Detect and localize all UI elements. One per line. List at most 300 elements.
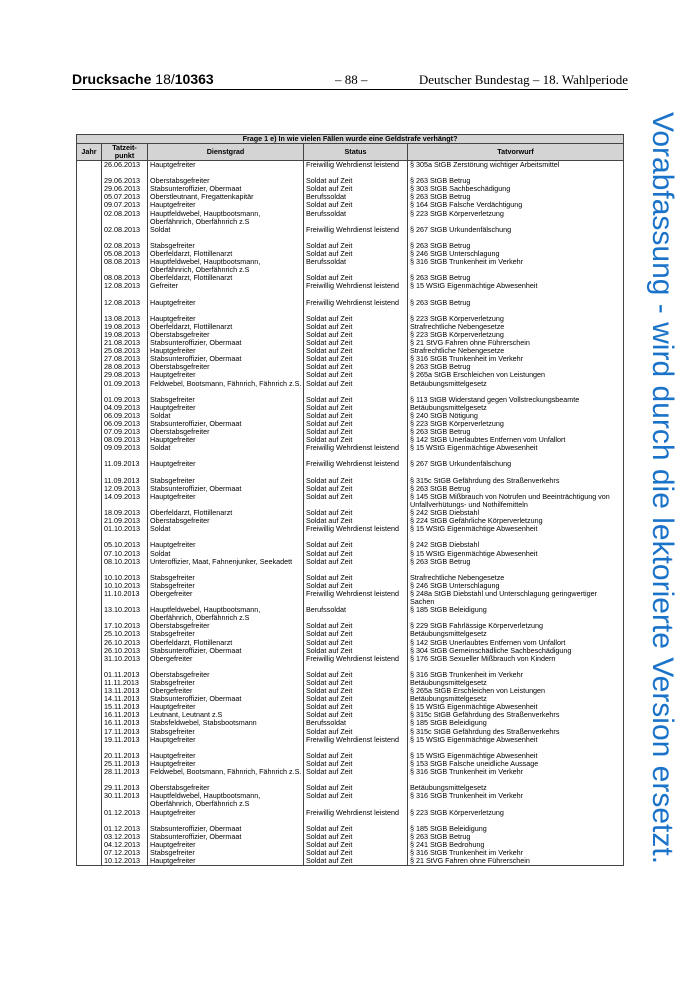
table-row xyxy=(77,404,624,412)
table-row xyxy=(77,493,624,509)
year-cell xyxy=(77,525,102,541)
status-cell: Soldat auf Zeit xyxy=(304,355,408,363)
col-header-rank: Dienstgrad xyxy=(148,144,304,161)
table-row xyxy=(77,679,624,687)
year-cell xyxy=(77,477,102,485)
date-cell: 10.10.2013 xyxy=(102,582,148,590)
rank-cell: Stabsgefreiter xyxy=(148,630,304,638)
status-cell: Freiwillig Wehrdienst leistend xyxy=(304,525,408,541)
rank-cell: Soldat xyxy=(148,226,304,242)
date-cell: 10.10.2013 xyxy=(102,574,148,582)
table-row xyxy=(77,250,624,258)
offense-cell: § 315c StGB Gefährdung des Straßenverkehrs xyxy=(408,477,624,485)
year-cell xyxy=(77,833,102,841)
rank-cell: Hauptgefreiter xyxy=(148,460,304,476)
table-row xyxy=(77,509,624,517)
offense-cell: § 223 StGB Körperverletzung xyxy=(408,315,624,323)
date-cell: 16.11.2013 xyxy=(102,719,148,727)
year-cell xyxy=(77,711,102,719)
year-cell xyxy=(77,517,102,525)
rank-cell: Oberfeldarzt, Flottillenarzt xyxy=(148,250,304,258)
date-cell: 03.12.2013 xyxy=(102,833,148,841)
date-cell: 29.06.2013 xyxy=(102,177,148,185)
rank-cell: Oberfeldarzt, Flottillenarzt xyxy=(148,323,304,331)
rank-cell: Stabsgefreiter xyxy=(148,574,304,582)
table-row xyxy=(77,177,624,185)
year-cell xyxy=(77,655,102,671)
status-cell: Freiwillig Wehrdienst leistend xyxy=(304,444,408,460)
offense-cell: § 145 StGB Mißbrauch von Notrufen und Beeinträchtigung von Unfallverhütungs- und Nothilfemitteln xyxy=(408,493,624,509)
parliament-period: Deutscher Bundestag – 18. Wahlperiode xyxy=(418,72,628,87)
year-cell xyxy=(77,841,102,849)
rank-cell: Hauptgefreiter xyxy=(148,299,304,315)
year-cell xyxy=(77,671,102,679)
status-cell: Soldat auf Zeit xyxy=(304,841,408,849)
status-cell: Soldat auf Zeit xyxy=(304,582,408,590)
table-row xyxy=(77,703,624,711)
rank-cell: Obergefreiter xyxy=(148,590,304,606)
status-cell: Soldat auf Zeit xyxy=(304,857,408,866)
rank-cell: Feldwebel, Bootsmann, Fähnrich, Fähnrich z.S. xyxy=(148,380,304,396)
rank-cell: Oberstabsgefreiter xyxy=(148,784,304,792)
document-number xyxy=(72,71,214,87)
year-cell xyxy=(77,550,102,558)
table-row xyxy=(77,436,624,444)
table-row xyxy=(77,752,624,760)
year-cell xyxy=(77,768,102,784)
rank-cell: Oberstabsgefreiter xyxy=(148,428,304,436)
table-row xyxy=(77,582,624,590)
year-cell xyxy=(77,485,102,493)
status-cell: Soldat auf Zeit xyxy=(304,436,408,444)
year-cell xyxy=(77,444,102,460)
rank-cell: Stabsgefreiter xyxy=(148,679,304,687)
offense-cell: § 316 StGB Trunkenheit im Verkehr xyxy=(408,849,624,857)
table-row xyxy=(77,347,624,355)
offense-cell: § 240 StGB Nötigung xyxy=(408,412,624,420)
table-row xyxy=(77,671,624,679)
table-row xyxy=(77,525,624,541)
offense-cell: § 15 WStG Eigenmächtige Abwesenheit xyxy=(408,525,624,541)
date-cell: 08.08.2013 xyxy=(102,274,148,282)
date-cell: 30.11.2013 xyxy=(102,792,148,808)
status-cell: Soldat auf Zeit xyxy=(304,622,408,630)
offense-cell: § 223 StGB Körperverletzung xyxy=(408,210,624,226)
status-cell: Freiwillig Wehrdienst leistend xyxy=(304,460,408,476)
table-row xyxy=(77,323,624,331)
offense-cell: § 15 WStG Eigenmächtige Abwesenheit xyxy=(408,736,624,752)
rank-cell: Hauptgefreiter xyxy=(148,201,304,209)
table-row xyxy=(77,784,624,792)
offense-cell: § 153 StGB Falsche uneidliche Aussage xyxy=(408,760,624,768)
year-cell xyxy=(77,760,102,768)
offense-cell: § 304 StGB Gemeinschädliche Sachbeschädigung xyxy=(408,647,624,655)
rank-cell: Oberstleutnant, Fregattenkapitär xyxy=(148,193,304,201)
status-cell: Freiwillig Wehrdienst leistend xyxy=(304,736,408,752)
header-rule xyxy=(72,89,628,90)
offense-cell: § 265a StGB Erschleichen von Leistungen xyxy=(408,687,624,695)
table-row xyxy=(77,193,624,201)
rank-cell: Hauptgefreiter xyxy=(148,752,304,760)
rank-cell: Feldwebel, Bootsmann, Fähnrich, Fähnrich z.S. xyxy=(148,768,304,784)
status-cell: Soldat auf Zeit xyxy=(304,396,408,404)
date-cell: 21.09.2013 xyxy=(102,517,148,525)
offense-cell: § 15 WStG Eigenmächtige Abwesenheit xyxy=(408,703,624,711)
offense-cell: § 263 StGB Betrug xyxy=(408,299,624,315)
table-row xyxy=(77,833,624,841)
table-row xyxy=(77,396,624,404)
offense-cell: § 316 StGB Trunkenheit im Verkehr xyxy=(408,792,624,808)
offense-cell: Betäubungsmittelgesetz xyxy=(408,695,624,703)
table-row xyxy=(77,517,624,525)
offense-cell: § 185 StGB Beleidigung xyxy=(408,606,624,622)
date-cell: 12.08.2013 xyxy=(102,299,148,315)
rank-cell: Stabsunteroffizier, Obermaat xyxy=(148,647,304,655)
rank-cell: Hauptfeldwebel, Hauptbootsmann, Oberfähnrich, Oberfähnrich z.S xyxy=(148,792,304,808)
date-cell: 05.07.2013 xyxy=(102,193,148,201)
rank-cell: Hauptgefreiter xyxy=(148,736,304,752)
offense-cell: Strafrechtliche Nebengesetze xyxy=(408,347,624,355)
date-cell: 29.11.2013 xyxy=(102,784,148,792)
date-cell: 11.10.2013 xyxy=(102,590,148,606)
offense-cell: § 248a StGB Diebstahl und Unterschlagung geringwertiger Sachen xyxy=(408,590,624,606)
table-row xyxy=(77,849,624,857)
date-cell: 11.11.2013 xyxy=(102,679,148,687)
status-cell: Soldat auf Zeit xyxy=(304,687,408,695)
date-cell: 19.11.2013 xyxy=(102,736,148,752)
offense-cell: § 15 WStG Eigenmächtige Abwesenheit xyxy=(408,282,624,298)
year-cell xyxy=(77,679,102,687)
rank-cell: Oberstabsgefreiter xyxy=(148,363,304,371)
rank-cell: Stabsunteroffizier, Obermaat xyxy=(148,833,304,841)
status-cell: Freiwillig Wehrdienst leistend xyxy=(304,282,408,298)
status-cell: Soldat auf Zeit xyxy=(304,493,408,509)
year-cell xyxy=(77,363,102,371)
year-cell xyxy=(77,590,102,606)
date-cell: 26.06.2013 xyxy=(102,161,148,178)
offense-cell: § 223 StGB Körperverletzung xyxy=(408,331,624,339)
status-cell: Soldat auf Zeit xyxy=(304,671,408,679)
year-cell xyxy=(77,809,102,825)
date-cell: 29.08.2013 xyxy=(102,371,148,379)
date-cell: 25.08.2013 xyxy=(102,347,148,355)
status-cell: Soldat auf Zeit xyxy=(304,825,408,833)
offense-cell: § 246 StGB Unterschlagung xyxy=(408,582,624,590)
date-cell: 17.10.2013 xyxy=(102,622,148,630)
year-cell xyxy=(77,752,102,760)
status-cell: Soldat auf Zeit xyxy=(304,485,408,493)
rank-cell: Stabsunteroffizier, Obermaat xyxy=(148,185,304,193)
rank-cell: Stabsfeldwebel, Stabsbootsmann xyxy=(148,719,304,727)
status-cell: Freiwillig Wehrdienst leistend xyxy=(304,809,408,825)
status-cell: Soldat auf Zeit xyxy=(304,347,408,355)
status-cell: Soldat auf Zeit xyxy=(304,728,408,736)
rank-cell: Oberfeldarzt, Flottillenarzt xyxy=(148,274,304,282)
offense-cell: § 303 StGB Sachbeschädigung xyxy=(408,185,624,193)
date-cell: 12.09.2013 xyxy=(102,485,148,493)
offense-cell: § 113 StGB Widerstand gegen Vollstreckungsbeamte xyxy=(408,396,624,404)
status-cell: Soldat auf Zeit xyxy=(304,679,408,687)
status-cell: Freiwillig Wehrdienst leistend xyxy=(304,655,408,671)
status-cell: Soldat auf Zeit xyxy=(304,509,408,517)
status-cell: Berufssoldat xyxy=(304,210,408,226)
rank-cell: Soldat xyxy=(148,550,304,558)
date-cell: 20.11.2013 xyxy=(102,752,148,760)
status-cell: Soldat auf Zeit xyxy=(304,412,408,420)
year-cell xyxy=(77,177,102,185)
table-row xyxy=(77,857,624,866)
year-cell xyxy=(77,695,102,703)
year-cell xyxy=(77,728,102,736)
table-row xyxy=(77,282,624,298)
table-row xyxy=(77,647,624,655)
table-row xyxy=(77,460,624,476)
year-cell xyxy=(77,201,102,209)
offense-cell: § 223 StGB Körperverletzung xyxy=(408,809,624,825)
rank-cell: Stabsgefreiter xyxy=(148,728,304,736)
status-cell: Soldat auf Zeit xyxy=(304,630,408,638)
date-cell: 08.08.2013 xyxy=(102,258,148,274)
year-cell xyxy=(77,849,102,857)
offense-cell: § 15 WStG Eigenmächtige Abwesenheit xyxy=(408,752,624,760)
date-cell: 13.11.2013 xyxy=(102,687,148,695)
date-cell: 02.08.2013 xyxy=(102,210,148,226)
col-header-offense: Tatvorwurf xyxy=(408,144,624,161)
table-row xyxy=(77,363,624,371)
status-cell: Soldat auf Zeit xyxy=(304,477,408,485)
status-cell: Soldat auf Zeit xyxy=(304,517,408,525)
offense-cell: Betäubungsmittelgesetz xyxy=(408,679,624,687)
rank-cell: Oberstabsgefreiter xyxy=(148,517,304,525)
rank-cell: Stabsunteroffizier, Obermaat xyxy=(148,485,304,493)
offense-cell: § 316 StGB Trunkenheit im Verkehr xyxy=(408,355,624,363)
table-row xyxy=(77,210,624,226)
table-row xyxy=(77,736,624,752)
offense-cell: Betäubungsmittelgesetz xyxy=(408,380,624,396)
date-cell: 14.11.2013 xyxy=(102,695,148,703)
rank-cell: Hauptgefreiter xyxy=(148,541,304,549)
year-cell xyxy=(77,347,102,355)
table-row xyxy=(77,590,624,606)
offense-cell: § 305a StGB Zerstörung wichtiger Arbeitsmittel xyxy=(408,161,624,178)
status-cell: Soldat auf Zeit xyxy=(304,558,408,574)
date-cell: 27.08.2013 xyxy=(102,355,148,363)
table-row xyxy=(77,477,624,485)
rank-cell: Stabsunteroffizier, Obermaat xyxy=(148,825,304,833)
rank-cell: Soldat xyxy=(148,525,304,541)
status-cell: Soldat auf Zeit xyxy=(304,752,408,760)
year-cell xyxy=(77,582,102,590)
table-row xyxy=(77,728,624,736)
table-row xyxy=(77,444,624,460)
status-cell: Soldat auf Zeit xyxy=(304,428,408,436)
rank-cell: Stabsunteroffizier, Obermaat xyxy=(148,695,304,703)
table-row xyxy=(77,428,624,436)
table-caption: Frage 1 e) In wie vielen Fällen wurde eine Geldstrafe verhängt? xyxy=(77,135,624,144)
table-row xyxy=(77,242,624,250)
table-row xyxy=(77,299,624,315)
date-cell: 02.08.2013 xyxy=(102,226,148,242)
date-cell: 01.09.2013 xyxy=(102,380,148,396)
year-cell xyxy=(77,606,102,622)
offense-cell: § 15 WStG Eigenmächtige Abwesenheit xyxy=(408,444,624,460)
date-cell: 31.10.2013 xyxy=(102,655,148,671)
date-cell: 18.09.2013 xyxy=(102,509,148,517)
rank-cell: Stabsgefreiter xyxy=(148,396,304,404)
rank-cell: Hauptgefreiter xyxy=(148,371,304,379)
status-cell: Soldat auf Zeit xyxy=(304,177,408,185)
table-row xyxy=(77,201,624,209)
status-cell: Soldat auf Zeit xyxy=(304,363,408,371)
status-cell: Soldat auf Zeit xyxy=(304,639,408,647)
date-cell: 01.11.2013 xyxy=(102,671,148,679)
status-cell: Soldat auf Zeit xyxy=(304,339,408,347)
offense-cell: § 265a StGB Erschleichen von Leistungen xyxy=(408,371,624,379)
offense-cell: § 176 StGB Sexueller Mißbrauch von Kindern xyxy=(408,655,624,671)
status-cell: Soldat auf Zeit xyxy=(304,784,408,792)
date-cell: 19.08.2013 xyxy=(102,323,148,331)
year-cell xyxy=(77,558,102,574)
status-cell: Freiwillig Wehrdienst leistend xyxy=(304,590,408,606)
rank-cell: Hauptfeldwebel, Hauptbootsmann, Oberfähnrich, Oberfähnrich z.S xyxy=(148,210,304,226)
status-cell: Berufssoldat xyxy=(304,606,408,622)
rank-cell: Obergefreiter xyxy=(148,655,304,671)
year-cell xyxy=(77,323,102,331)
status-cell: Soldat auf Zeit xyxy=(304,574,408,582)
date-cell: 01.09.2013 xyxy=(102,396,148,404)
rank-cell: Soldat xyxy=(148,412,304,420)
date-cell: 08.10.2013 xyxy=(102,558,148,574)
date-cell: 26.10.2013 xyxy=(102,647,148,655)
table-row xyxy=(77,695,624,703)
offense-cell: § 229 StGB Fahrlässige Körperverletzung xyxy=(408,622,624,630)
status-cell: Soldat auf Zeit xyxy=(304,849,408,857)
status-cell: Berufssoldat xyxy=(304,193,408,201)
status-cell: Soldat auf Zeit xyxy=(304,315,408,323)
rank-cell: Stabsgefreiter xyxy=(148,849,304,857)
rank-cell: Oberfeldarzt, Flottillenarzt xyxy=(148,509,304,517)
date-cell: 07.12.2013 xyxy=(102,849,148,857)
date-cell: 08.09.2013 xyxy=(102,436,148,444)
year-cell xyxy=(77,339,102,347)
watermark-text: Vorabfassung - wird durch die lektorierte Version ersetzt. xyxy=(646,112,679,865)
date-cell: 21.08.2013 xyxy=(102,339,148,347)
rank-cell: Gefreiter xyxy=(148,282,304,298)
status-cell: Soldat auf Zeit xyxy=(304,420,408,428)
year-cell xyxy=(77,784,102,792)
year-cell xyxy=(77,460,102,476)
year-cell xyxy=(77,185,102,193)
status-cell: Freiwillig Wehrdienst leistend xyxy=(304,299,408,315)
table-row xyxy=(77,226,624,242)
table-row xyxy=(77,315,624,323)
status-cell: Berufssoldat xyxy=(304,258,408,274)
offense-cell: § 224 StGB Gefährliche Körperverletzung xyxy=(408,517,624,525)
col-header-year: Jahr xyxy=(77,144,102,161)
date-cell: 06.09.2013 xyxy=(102,412,148,420)
offense-cell: § 316 StGB Trunkenheit im Verkehr xyxy=(408,768,624,784)
status-cell: Soldat auf Zeit xyxy=(304,833,408,841)
offense-cell: § 263 StGB Betrug xyxy=(408,363,624,371)
table-row xyxy=(77,760,624,768)
offense-cell: § 263 StGB Betrug xyxy=(408,242,624,250)
status-cell: Soldat auf Zeit xyxy=(304,550,408,558)
offense-cell: § 242 StGB Diebstahl xyxy=(408,541,624,549)
date-cell: 05.08.2013 xyxy=(102,250,148,258)
page-number: – 88 – xyxy=(335,72,368,87)
status-cell: Soldat auf Zeit xyxy=(304,703,408,711)
rank-cell: Hauptgefreiter xyxy=(148,347,304,355)
table-row xyxy=(77,541,624,549)
table-row xyxy=(77,185,624,193)
table-row xyxy=(77,574,624,582)
rank-cell: Hauptgefreiter xyxy=(148,404,304,412)
offense-cell: § 263 StGB Betrug xyxy=(408,274,624,282)
status-cell: Soldat auf Zeit xyxy=(304,201,408,209)
offense-cell: § 267 StGB Urkundenfälschung xyxy=(408,460,624,476)
rank-cell: Hauptfeldwebel, Hauptbootsmann, Oberfähnrich, Oberfähnrich z.S xyxy=(148,258,304,274)
table-row xyxy=(77,161,624,178)
table-row xyxy=(77,339,624,347)
date-cell: 09.07.2013 xyxy=(102,201,148,209)
rank-cell: Stabsgefreiter xyxy=(148,582,304,590)
date-cell: 10.12.2013 xyxy=(102,857,148,866)
table-row xyxy=(77,809,624,825)
year-cell xyxy=(77,420,102,428)
table-row xyxy=(77,639,624,647)
year-cell xyxy=(77,412,102,420)
offense-cell: § 142 StGB Unerlaubtes Entfernen vom Unfallort xyxy=(408,639,624,647)
status-cell: Soldat auf Zeit xyxy=(304,711,408,719)
date-cell: 13.08.2013 xyxy=(102,315,148,323)
year-cell xyxy=(77,703,102,711)
table-row xyxy=(77,630,624,638)
offense-cell: § 241 StGB Bedrohung xyxy=(408,841,624,849)
year-cell xyxy=(77,380,102,396)
offense-cell: § 246 StGB Unterschlagung xyxy=(408,250,624,258)
offense-cell: § 242 StGB Diebstahl xyxy=(408,509,624,517)
col-header-time: Tatzeit-punkt xyxy=(102,144,148,161)
date-cell: 01.12.2013 xyxy=(102,825,148,833)
offense-cell: § 15 WStG Eigenmächtige Abwesenheit xyxy=(408,550,624,558)
status-cell: Soldat auf Zeit xyxy=(304,380,408,396)
offense-cell: § 263 StGB Betrug xyxy=(408,833,624,841)
date-cell: 29.06.2013 xyxy=(102,185,148,193)
year-cell xyxy=(77,541,102,549)
table-row xyxy=(77,331,624,339)
date-cell: 26.10.2013 xyxy=(102,639,148,647)
status-cell: Soldat auf Zeit xyxy=(304,768,408,784)
rank-cell: Soldat xyxy=(148,444,304,460)
offense-cell: § 316 StGB Trunkenheit im Verkehr xyxy=(408,671,624,679)
date-cell: 19.08.2013 xyxy=(102,331,148,339)
year-cell xyxy=(77,719,102,727)
offense-cell: § 21 StVG Fahren ohne Führerschein xyxy=(408,339,624,347)
table-row xyxy=(77,550,624,558)
offense-cell: Betäubungsmittelgesetz xyxy=(408,784,624,792)
table-row xyxy=(77,792,624,808)
rank-cell: Hauptgefreiter xyxy=(148,493,304,509)
status-cell: Soldat auf Zeit xyxy=(304,323,408,331)
offense-cell: § 142 StGB Unerlaubtes Entfernen vom Unfallort xyxy=(408,436,624,444)
offense-cell: § 263 StGB Betrug xyxy=(408,558,624,574)
year-cell xyxy=(77,193,102,201)
rank-cell: Hauptgefreiter xyxy=(148,760,304,768)
table-row xyxy=(77,606,624,622)
date-cell: 28.11.2013 xyxy=(102,768,148,784)
table-row xyxy=(77,355,624,363)
status-cell: Soldat auf Zeit xyxy=(304,250,408,258)
